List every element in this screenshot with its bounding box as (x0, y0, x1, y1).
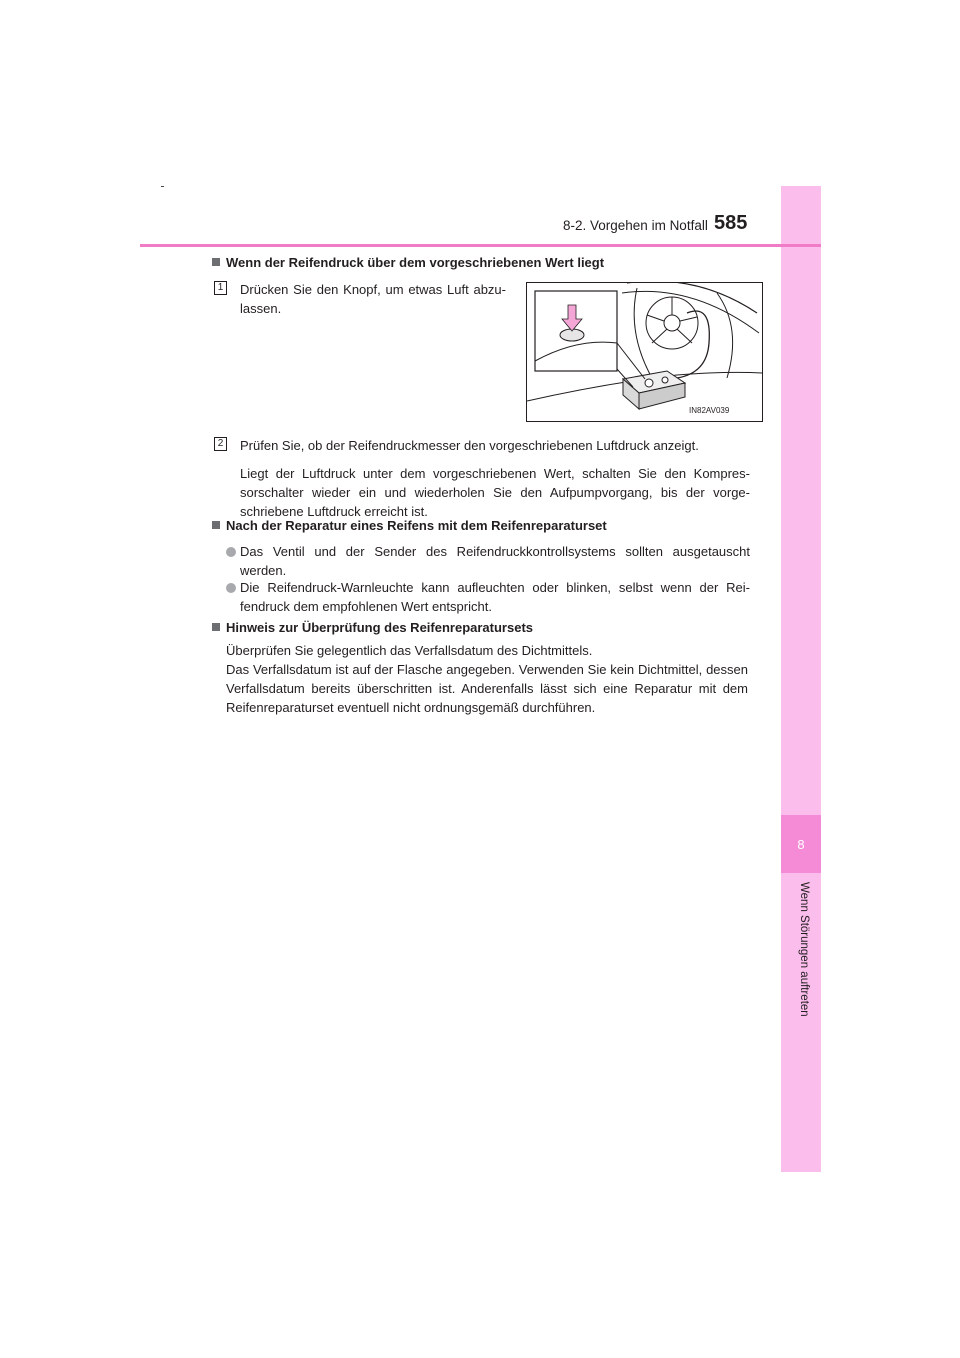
page-number: 585 (714, 212, 748, 234)
heading-overpressure (212, 255, 604, 270)
header-rule (140, 244, 821, 247)
figure-code: IN82AV039 (689, 406, 730, 415)
square-bullet-icon (212, 521, 220, 529)
bullet-warning-light-text: Die Reifendruck-Warnleuchte kann aufleuchten oder blinken, selbst wenn der Rei-fendruck dem empfohlenen Wert entspricht. (240, 580, 750, 614)
crop-mark (161, 186, 164, 187)
bullet-valve-text: Das Ventil und der Sender des Reifendruckkontrollsystems sollten ausgetauscht werden. (240, 544, 750, 578)
square-bullet-icon (212, 258, 220, 266)
step-2-note: Liegt der Luftdruck unter dem vorgeschriebenen Wert, schalten Sie den Kompres-sorschalter wieder ein und wiederholen Sie den Aufpumpvorgang, bis der vorge-schriebene Luftdruck erreicht ist. (240, 466, 750, 519)
heading-after-repair (212, 518, 607, 533)
section-title: 8-2. Vorgehen im Notfall (563, 218, 708, 233)
step-2-text: Prüfen Sie, ob der Reifendruckmesser den vorgeschriebenen Luftdruck anzeigt. (240, 438, 699, 453)
round-bullet-icon (226, 583, 236, 593)
compressor-illustration (526, 282, 763, 422)
heading-text: Hinweis zur Überprüfung des Reifenreparatursets (226, 620, 534, 635)
step-1-text: Drücken Sie den Knopf, um etwas Luft abzu-lassen. (240, 282, 506, 316)
step-number-2: 2 (214, 437, 227, 451)
note-first-line: Überprüfen Sie gelegentlich das Verfallsdatum des Dichtmittels. (226, 643, 593, 658)
tire-compressor-drawing (527, 283, 762, 421)
step-number-1: 1 (214, 281, 227, 295)
chapter-title: Wenn Störungen auftreten (798, 882, 810, 1017)
square-bullet-icon (212, 623, 220, 631)
heading-text: Nach der Reparatur eines Reifens mit dem Reifenreparaturset (226, 518, 607, 533)
round-bullet-icon (226, 547, 236, 557)
heading-text: Wenn der Reifendruck über dem vorgeschriebenen Wert liegt (226, 255, 605, 270)
chapter-number: 8 (781, 815, 821, 873)
note-paragraph: Das Verfallsdatum ist auf der Flasche angegeben. Verwenden Sie kein Dichtmittel, dessen Verfallsdatum bereits überschritten ist. Anderenfalls lässt sich eine Reparatur mit dem Reifenreparaturset eventuell nicht ordnungsgemäß durchführen. (226, 662, 748, 715)
heading-check-kit (212, 620, 533, 635)
